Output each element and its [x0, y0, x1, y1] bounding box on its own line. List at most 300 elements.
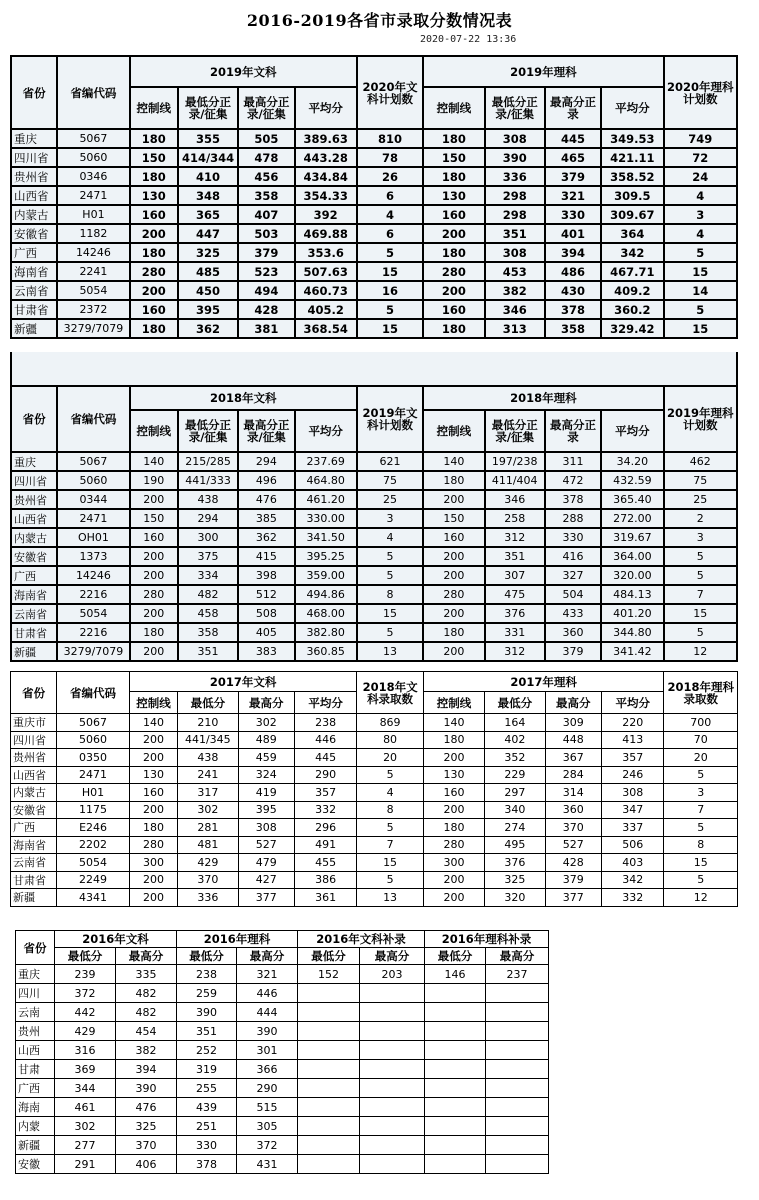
table-cell: 336 — [178, 889, 238, 907]
table-cell — [486, 1022, 549, 1041]
table-cell: 200 — [423, 801, 484, 819]
table-cell: 277 — [55, 1136, 116, 1155]
table-cell: 160 — [423, 784, 484, 802]
table-cell: 190 — [130, 471, 178, 490]
table-cell: 327 — [545, 566, 601, 585]
table-cell: 3 — [664, 205, 737, 224]
header-code: 省编代码 — [57, 386, 129, 452]
table-row — [11, 167, 737, 186]
header-wen: 2019年文科 — [130, 56, 357, 87]
table-cell: 5 — [664, 766, 738, 784]
table-cell: 80 — [357, 731, 423, 749]
table-row — [11, 205, 737, 224]
table-cell: 448 — [545, 731, 601, 749]
table-cell: 180 — [423, 167, 484, 186]
table-cell: 309.67 — [601, 205, 663, 224]
province-cell: 云南省 — [11, 604, 57, 623]
table-cell: 409.2 — [601, 281, 663, 300]
code-cell: 0346 — [57, 167, 129, 186]
table-cell: 360 — [545, 801, 601, 819]
table-cell: 442 — [55, 1003, 116, 1022]
province-cell: 广西 — [11, 243, 57, 262]
table-cell: 75 — [664, 471, 737, 490]
table-cell: 749 — [664, 129, 737, 148]
table-cell: 348 — [178, 186, 238, 205]
table-cell — [486, 1136, 549, 1155]
table-cell — [360, 984, 425, 1003]
table-cell: 180 — [423, 819, 484, 837]
table-cell: 450 — [178, 281, 238, 300]
table-row — [16, 1136, 549, 1155]
table-cell: 458 — [178, 604, 238, 623]
table-cell — [360, 1155, 425, 1174]
table-cell: 288 — [545, 509, 601, 528]
table-cell: 494.86 — [295, 585, 357, 604]
table-cell: 405 — [238, 623, 294, 642]
table-cell: 280 — [129, 836, 177, 854]
table-cell: 200 — [423, 889, 484, 907]
table-cell: 459 — [238, 749, 294, 767]
table-cell: 427 — [238, 871, 294, 889]
table-cell — [486, 1041, 549, 1060]
table-cell: 403 — [601, 854, 663, 872]
table-cell: 15 — [664, 604, 737, 623]
table-row — [16, 1022, 549, 1041]
table-cell: 331 — [485, 623, 545, 642]
table-cell — [298, 1022, 360, 1041]
code-cell: OH01 — [57, 528, 129, 547]
table-cell: 527 — [238, 836, 294, 854]
table-cell: 280 — [423, 836, 484, 854]
header-min: 最低分 — [177, 948, 237, 965]
header-avg-li: 平均分 — [601, 410, 663, 452]
table-cell: 370 — [545, 819, 601, 837]
table-cell: 251 — [177, 1117, 237, 1136]
table-cell: 503 — [238, 224, 294, 243]
table-cell: 389.63 — [295, 129, 357, 148]
header-max: 最高分正录/征集 — [238, 410, 294, 452]
table-row — [11, 819, 738, 837]
province-cell: 甘肃 — [16, 1060, 55, 1079]
table-cell: 200 — [423, 642, 484, 661]
table-cell: 200 — [423, 281, 484, 300]
table-cell: 308 — [485, 129, 545, 148]
code-cell: 1373 — [57, 547, 129, 566]
table-row — [11, 889, 738, 907]
province-cell: 安徽 — [16, 1155, 55, 1174]
table-cell: 319.67 — [601, 528, 663, 547]
table-cell: 700 — [664, 714, 738, 732]
table-cell: 291 — [55, 1155, 116, 1174]
table-cell: 429 — [178, 854, 238, 872]
table-row — [11, 224, 737, 243]
table-cell: 362 — [238, 528, 294, 547]
table-cell: 180 — [129, 819, 177, 837]
table-cell: 15 — [357, 319, 423, 338]
table-cell: 342 — [601, 243, 663, 262]
table-cell: 4 — [357, 784, 423, 802]
table-cell: 447 — [178, 224, 238, 243]
table-cell: 16 — [357, 281, 423, 300]
table-cell: 461 — [55, 1098, 116, 1117]
table-cell: 351 — [178, 642, 238, 661]
table-cell: 274 — [485, 819, 545, 837]
header-max: 最高分 — [486, 948, 549, 965]
table-cell: 298 — [485, 186, 545, 205]
table-cell: 14 — [664, 281, 737, 300]
header-plan-li: 2020年理科计划数 — [664, 56, 737, 129]
code-cell: 2241 — [57, 262, 129, 281]
code-cell: 5054 — [57, 604, 129, 623]
table-cell: 402 — [485, 731, 545, 749]
table-row — [11, 300, 737, 319]
header-min: 最低分正录/征集 — [178, 87, 238, 129]
table-cell: 8 — [664, 836, 738, 854]
table-cell: 358 — [238, 186, 294, 205]
table-cell: 20 — [357, 749, 423, 767]
table-cell: 379 — [545, 642, 601, 661]
header-province: 省份 — [11, 386, 57, 452]
table-cell: 210 — [178, 714, 238, 732]
table-cell: 410 — [178, 167, 238, 186]
table-cell — [486, 1079, 549, 1098]
table-cell: 495 — [485, 836, 545, 854]
table-cell: 146 — [425, 965, 486, 984]
header-code: 省编代码 — [57, 672, 129, 714]
table-cell: 398 — [238, 566, 294, 585]
table-cell: 301 — [237, 1041, 298, 1060]
table-cell: 395 — [178, 300, 238, 319]
table-cell: 280 — [130, 585, 178, 604]
code-cell: 2216 — [57, 623, 129, 642]
table-row — [11, 490, 737, 509]
table-row — [16, 1155, 549, 1174]
table-cell: 309 — [545, 714, 601, 732]
table-cell: 359.00 — [295, 566, 357, 585]
table-cell: 346 — [485, 490, 545, 509]
table-cell: 200 — [423, 566, 484, 585]
province-cell: 海南省 — [11, 585, 57, 604]
table-row — [11, 623, 737, 642]
table-cell: 360 — [545, 623, 601, 642]
header-min: 最低分 — [425, 948, 486, 965]
table-cell: 215/285 — [178, 452, 238, 471]
table-cell: 5 — [664, 566, 737, 585]
table-cell: 362 — [178, 319, 238, 338]
table-cell: 302 — [238, 714, 294, 732]
table-cell: 302 — [55, 1117, 116, 1136]
table-cell: 378 — [545, 490, 601, 509]
table-cell: 390 — [485, 148, 545, 167]
table-cell — [298, 1155, 360, 1174]
table-cell: 12 — [664, 642, 737, 661]
table-cell: 4 — [357, 528, 423, 547]
table-2018 — [10, 385, 738, 662]
table-cell — [298, 1136, 360, 1155]
table-cell: 382 — [116, 1041, 177, 1060]
province-cell: 四川 — [16, 984, 55, 1003]
table-cell: 379 — [545, 871, 601, 889]
table-cell: 180 — [423, 319, 484, 338]
province-cell: 山西省 — [11, 186, 57, 205]
table-cell: 302 — [178, 801, 238, 819]
table-cell: 6 — [357, 224, 423, 243]
table-cell: 2 — [664, 509, 737, 528]
header-li-supplement: 2016年理科补录 — [425, 931, 549, 948]
table-row — [16, 965, 549, 984]
table-cell: 504 — [545, 585, 601, 604]
province-cell: 广西 — [11, 819, 57, 837]
code-cell: 14246 — [57, 243, 129, 262]
table-row — [16, 1041, 549, 1060]
province-cell: 内蒙 — [16, 1117, 55, 1136]
table-cell: 438 — [178, 490, 238, 509]
table-cell: 311 — [545, 452, 601, 471]
table-cell: 351 — [485, 547, 545, 566]
table-cell: 505 — [238, 129, 294, 148]
table-cell: 434.84 — [295, 167, 357, 186]
table-cell: 512 — [238, 585, 294, 604]
table-cell: 200 — [423, 224, 484, 243]
table-cell: 200 — [129, 801, 177, 819]
table-cell: 411/404 — [485, 471, 545, 490]
province-cell: 云南 — [16, 1003, 55, 1022]
table-cell: 358 — [545, 319, 601, 338]
table-cell: 461.20 — [295, 490, 357, 509]
code-cell: 3279/7079 — [57, 319, 129, 338]
table-cell: 246 — [601, 766, 663, 784]
table-cell: 238 — [177, 965, 237, 984]
table-cell: 20 — [664, 749, 738, 767]
table-cell: 406 — [116, 1155, 177, 1174]
table-cell: 200 — [130, 224, 178, 243]
table-cell: 160 — [423, 205, 484, 224]
province-cell: 新疆 — [11, 642, 57, 661]
table-cell — [486, 1117, 549, 1136]
table-cell: 237.69 — [295, 452, 357, 471]
table-cell: 130 — [129, 766, 177, 784]
table-cell: 390 — [237, 1022, 298, 1041]
table-cell: 200 — [130, 566, 178, 585]
table-cell: 150 — [423, 148, 484, 167]
table-cell: 454 — [116, 1022, 177, 1041]
table-row — [11, 319, 737, 338]
table-cell: 379 — [545, 167, 601, 186]
table-cell: 441/333 — [178, 471, 238, 490]
header-li: 2019年理科 — [423, 56, 663, 87]
table-cell — [360, 1117, 425, 1136]
table-cell: 4 — [664, 224, 737, 243]
header-max: 最高分 — [116, 948, 177, 965]
code-cell: 14246 — [57, 566, 129, 585]
province-cell: 海南省 — [11, 262, 57, 281]
table-cell: 308 — [485, 243, 545, 262]
table-cell: 431 — [237, 1155, 298, 1174]
table-cell: 220 — [601, 714, 663, 732]
header-ctrl: 控制线 — [129, 692, 177, 714]
table-cell: 280 — [423, 262, 484, 281]
province-cell: 四川省 — [11, 731, 57, 749]
table-cell: 428 — [238, 300, 294, 319]
table-cell — [425, 1060, 486, 1079]
province-cell: 重庆 — [11, 452, 57, 471]
province-cell: 山西省 — [11, 509, 57, 528]
table-cell: 358 — [178, 623, 238, 642]
table-cell: 368.54 — [295, 319, 357, 338]
province-cell: 新疆 — [11, 319, 57, 338]
table-cell: 140 — [129, 714, 177, 732]
code-cell: 2249 — [57, 871, 129, 889]
table-cell: 180 — [130, 319, 178, 338]
table-cell — [360, 1060, 425, 1079]
table-row — [11, 452, 737, 471]
table-cell: 479 — [238, 854, 294, 872]
province-cell: 贵州省 — [11, 490, 57, 509]
header-max: 最高分 — [360, 948, 425, 965]
table-cell: 325 — [485, 871, 545, 889]
table-2017 — [10, 671, 738, 907]
table-row — [11, 749, 738, 767]
table-cell: 72 — [664, 148, 737, 167]
province-cell: 贵州省 — [11, 749, 57, 767]
table-cell: 394 — [116, 1060, 177, 1079]
table-row — [11, 801, 738, 819]
table-cell: 810 — [357, 129, 423, 148]
table-cell: 444 — [237, 1003, 298, 1022]
province-cell: 四川省 — [11, 148, 57, 167]
table-cell: 468.00 — [295, 604, 357, 623]
table-cell: 527 — [545, 836, 601, 854]
code-cell: E246 — [57, 819, 129, 837]
table-cell: 476 — [238, 490, 294, 509]
table-cell: 160 — [130, 300, 178, 319]
table-cell: 320 — [485, 889, 545, 907]
table-cell: 180 — [130, 623, 178, 642]
table-cell: 334 — [178, 566, 238, 585]
table-cell: 364.00 — [601, 547, 663, 566]
table-row — [11, 766, 738, 784]
table-cell: 294 — [238, 452, 294, 471]
header-province: 省份 — [11, 672, 57, 714]
table-cell: 489 — [238, 731, 294, 749]
table-cell: 378 — [177, 1155, 237, 1174]
table-cell: 352 — [485, 749, 545, 767]
table-cell: 180 — [130, 167, 178, 186]
table-cell: 378 — [545, 300, 601, 319]
table-cell: 365 — [178, 205, 238, 224]
table-cell: 506 — [601, 836, 663, 854]
table-cell: 372 — [237, 1136, 298, 1155]
table-cell: 15 — [664, 319, 737, 338]
code-cell: 2471 — [57, 186, 129, 205]
table-cell: 298 — [485, 205, 545, 224]
table-cell — [425, 1022, 486, 1041]
header-min-li: 最低分正录/征集 — [485, 410, 545, 452]
code-cell: 1182 — [57, 224, 129, 243]
header-avg-li: 平均分 — [601, 692, 663, 714]
table-cell: 445 — [545, 129, 601, 148]
table-cell: 407 — [238, 205, 294, 224]
table-cell: 200 — [129, 749, 177, 767]
header-min: 最低分 — [178, 692, 238, 714]
table-cell — [360, 1003, 425, 1022]
table-cell — [425, 1098, 486, 1117]
table-cell: 383 — [238, 642, 294, 661]
province-cell: 安徽省 — [11, 547, 57, 566]
timestamp: 2020-07-22 13:36 — [420, 34, 517, 45]
province-cell: 云南省 — [11, 854, 57, 872]
table-cell: 297 — [485, 784, 545, 802]
header-wen-supplement: 2016年文科补录 — [298, 931, 425, 948]
table-cell: 330 — [177, 1136, 237, 1155]
table-cell: 78 — [357, 148, 423, 167]
table-cell — [360, 1136, 425, 1155]
table-cell — [425, 1003, 486, 1022]
table-row — [11, 281, 737, 300]
table-cell: 366 — [237, 1060, 298, 1079]
table-cell: 414/344 — [178, 148, 238, 167]
table-cell: 5 — [664, 623, 737, 642]
table-cell: 200 — [130, 281, 178, 300]
table-row — [11, 528, 737, 547]
code-cell: 5054 — [57, 281, 129, 300]
province-cell: 贵州省 — [11, 167, 57, 186]
table-cell: 150 — [423, 509, 484, 528]
table-cell: 200 — [423, 490, 484, 509]
table-cell: 321 — [545, 186, 601, 205]
table-2019 — [10, 55, 738, 339]
table-cell: 272.00 — [601, 509, 663, 528]
table-cell — [486, 1060, 549, 1079]
table-cell: 332 — [294, 801, 356, 819]
table-cell: 25 — [664, 490, 737, 509]
table-cell: 200 — [423, 871, 484, 889]
table-cell: 523 — [238, 262, 294, 281]
province-cell: 重庆 — [11, 129, 57, 148]
table-cell: 364 — [601, 224, 663, 243]
table-cell: 34.20 — [601, 452, 663, 471]
province-cell: 广西 — [16, 1079, 55, 1098]
code-cell: 0344 — [57, 490, 129, 509]
code-cell: H01 — [57, 205, 129, 224]
table-cell: 5 — [357, 819, 423, 837]
table-cell: 258 — [485, 509, 545, 528]
header-plan-li: 2018年理科录取数 — [664, 672, 738, 714]
table-cell: 355 — [178, 129, 238, 148]
table-cell: 200 — [129, 871, 177, 889]
table-cell — [486, 1098, 549, 1117]
code-cell: 5060 — [57, 731, 129, 749]
table-cell: 130 — [423, 766, 484, 784]
table-row — [16, 1117, 549, 1136]
table-cell: 344 — [55, 1079, 116, 1098]
table-cell: 239 — [55, 965, 116, 984]
table-cell: 341.42 — [601, 642, 663, 661]
table-row — [11, 731, 738, 749]
table-cell: 386 — [294, 871, 356, 889]
province-cell: 新疆 — [11, 889, 57, 907]
table-cell: 7 — [664, 801, 738, 819]
code-cell: 0350 — [57, 749, 129, 767]
table-cell: 160 — [423, 528, 484, 547]
province-cell: 云南省 — [11, 281, 57, 300]
table-cell — [360, 1098, 425, 1117]
table-row — [11, 547, 737, 566]
table-cell: 305 — [237, 1117, 298, 1136]
header-li: 2016年理科 — [177, 931, 298, 948]
header-ctrl: 控制线 — [130, 87, 178, 129]
table-2016 — [15, 930, 549, 1174]
